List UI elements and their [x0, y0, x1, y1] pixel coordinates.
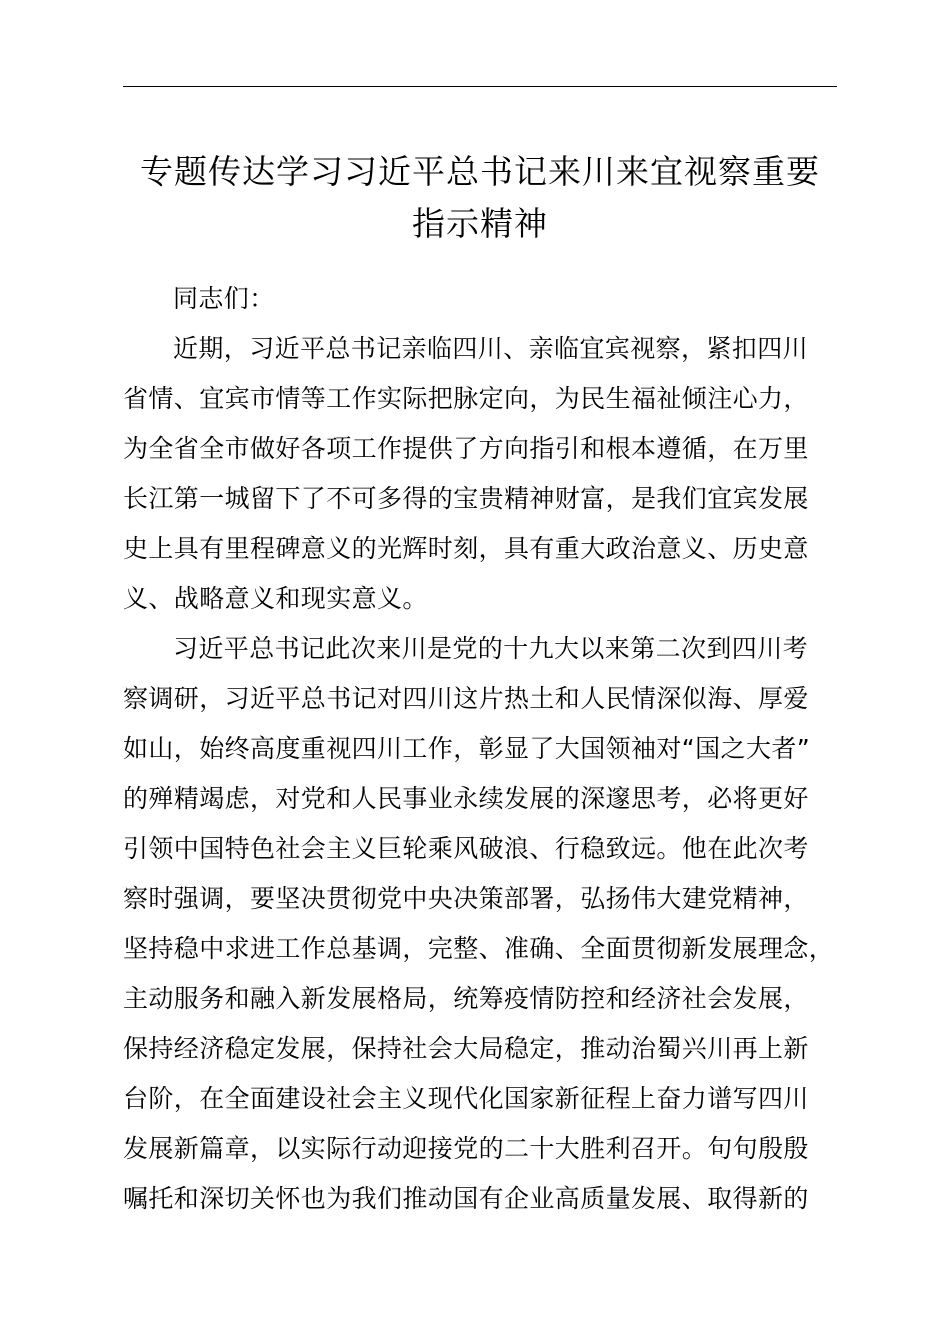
paragraph-line: 习近平总书记此次来川是党的十九大以来第二次到四川考: [173, 634, 809, 663]
salutation: 同志们：: [173, 284, 275, 313]
paragraph-line: 长江第一城留下了不可多得的宝贵精神财富，是我们宜宾发展: [123, 484, 809, 513]
paragraph-line: 察调研，习近平总书记对四川这片热土和人民情深似海、厚爱: [123, 684, 809, 713]
title-line: 专题传达学习习近平总书记来川来宜视察重要: [140, 152, 820, 191]
paragraph-line: 引领中国特色社会主义巨轮乘风破浪、行稳致远。他在此次考: [123, 834, 809, 863]
paragraph-line: 主动服务和融入新发展格局，统筹疫情防控和经济社会发展，: [123, 984, 809, 1013]
paragraph-line: 为全省全市做好各项工作提供了方向指引和根本遵循，在万里: [123, 434, 809, 463]
title-line: 指示精神: [412, 204, 548, 243]
paragraph-line: 察时强调，要坚决贯彻党中央决策部署，弘扬伟大建党精神，: [123, 884, 809, 913]
paragraph-line: 保持经济稳定发展，保持社会大局稳定，推动治蜀兴川再上新: [123, 1034, 809, 1063]
paragraph-1: [123, 324, 837, 624]
document-title: [110, 146, 850, 250]
paragraph-2: [123, 624, 837, 1224]
document-body: [123, 274, 837, 1224]
paragraph-line: 如山，始终高度重视四川工作，彰显了大国领袖对“国之大者”: [123, 734, 811, 763]
paragraph-line: 省情、宜宾市情等工作实际把脉定向，为民生福祉倾注心力，: [123, 384, 809, 413]
paragraph-line: 坚持稳中求进工作总基调，完整、准确、全面贯彻新发展理念，: [123, 934, 835, 963]
paragraph-line: 发展新篇章，以实际行动迎接党的二十大胜利召开。句句殷殷: [123, 1134, 809, 1163]
header-rule: [123, 86, 837, 87]
paragraph-line: 的殚精竭虑，对党和人民事业永续发展的深邃思考，必将更好: [123, 784, 809, 813]
paragraph-line: 嘱托和深切关怀也为我们推动国有企业高质量发展、取得新的: [123, 1184, 809, 1213]
paragraph-line: 史上具有里程碑意义的光辉时刻，具有重大政治意义、历史意: [123, 534, 809, 563]
paragraph-line: 台阶，在全面建设社会主义现代化国家新征程上奋力谱写四川: [123, 1084, 809, 1113]
paragraph-line: 近期，习近平总书记亲临四川、亲临宜宾视察，紧扣四川: [173, 334, 809, 363]
paragraph-line: 义、战略意义和现实意义。: [123, 584, 428, 613]
